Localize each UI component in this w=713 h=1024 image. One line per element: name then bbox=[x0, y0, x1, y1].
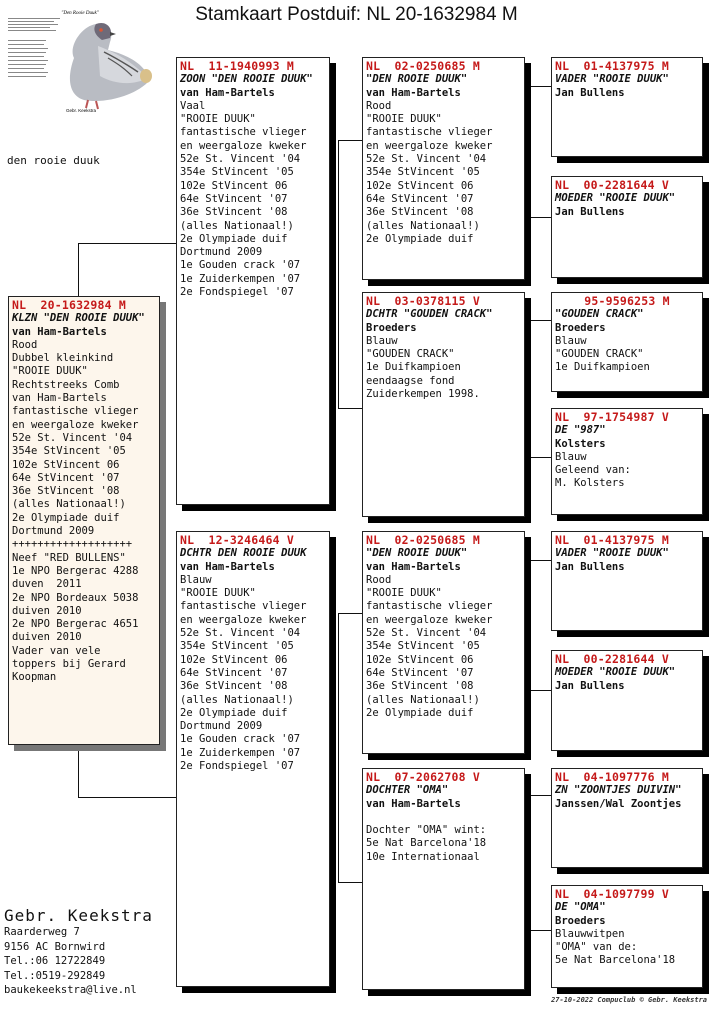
pigeon-photo bbox=[4, 6, 156, 118]
pigeon-detail-line: Blauw bbox=[555, 450, 587, 463]
pigeon-detail-line: 5e Nat Barcelona'18 bbox=[366, 837, 487, 850]
ring-number: NL 02-0250685 M bbox=[366, 533, 480, 547]
pigeon-detail-line: 52e St. Vincent '04 bbox=[366, 627, 487, 640]
ring-number: 95-9596253 M bbox=[584, 294, 670, 308]
pigeon-detail-line: 36e StVincent '08 bbox=[12, 485, 120, 498]
pigeon-detail-line: "ROOIE DUUK" bbox=[366, 113, 442, 126]
pigeon-detail-line: duven 2011 bbox=[12, 578, 82, 591]
pigeon-detail-line: "ROOIE DUUK" bbox=[366, 587, 442, 600]
pigeon-detail-line: 354e StVincent '05 bbox=[180, 166, 294, 179]
pigeon-card-mff[interactable] bbox=[551, 531, 703, 631]
pigeon-detail-line: 2e Olympiade duif bbox=[12, 511, 120, 524]
connector bbox=[338, 408, 362, 409]
pigeon-detail-line: Vaal bbox=[180, 99, 206, 112]
ring-number: NL 00-2281644 V bbox=[555, 178, 669, 192]
pigeon-detail-line: duiven 2010 bbox=[12, 631, 82, 644]
connector bbox=[530, 86, 551, 87]
connector bbox=[530, 690, 551, 691]
pigeon-name: KLZN "DEN ROOIE DUUK" bbox=[12, 312, 145, 325]
pigeon-detail-line: 2e Olympiade duif bbox=[366, 706, 474, 719]
pigeon-detail-line: en weergaloze kweker bbox=[366, 139, 493, 152]
pigeon-detail-line: Dortmund 2009 bbox=[180, 246, 263, 259]
pigeon-detail-line: Geleend van: bbox=[555, 464, 631, 477]
pigeon-detail-line: 2e NPO Bordeaux 5038 bbox=[12, 591, 139, 604]
ring-number: NL 20-1632984 M bbox=[12, 298, 126, 312]
pigeon-detail-line: Vader van vele bbox=[12, 644, 101, 657]
ring-number: NL 01-4137975 M bbox=[555, 59, 669, 73]
ring-number: NL 00-2281644 V bbox=[555, 652, 669, 666]
connector bbox=[530, 320, 551, 321]
breeder-info bbox=[4, 906, 153, 998]
pigeon-detail-line: Dortmund 2009 bbox=[12, 525, 95, 538]
pigeon-detail-line: en weergaloze kweker bbox=[180, 613, 307, 626]
pigeon-detail-line: en weergaloze kweker bbox=[12, 418, 139, 431]
connector bbox=[530, 560, 531, 690]
pigeon-detail-line: Rood bbox=[12, 338, 38, 351]
pigeon-detail-line: 52e St. Vincent '04 bbox=[180, 153, 301, 166]
ring-number: NL 02-0250685 M bbox=[366, 59, 480, 73]
pigeon-detail-line: 36e StVincent '08 bbox=[366, 206, 474, 219]
pigeon-detail-line: 52e St. Vincent '04 bbox=[12, 431, 133, 444]
pigeon-detail-line: "GOUDEN CRACK" bbox=[555, 348, 644, 361]
pigeon-card-mother[interactable] bbox=[176, 531, 330, 987]
pigeon-detail-line: Dubbel kleinkind bbox=[12, 352, 114, 365]
pigeon-detail-line: en weergaloze kweker bbox=[180, 139, 307, 152]
pigeon-detail-line: fantastische vlieger bbox=[180, 126, 307, 139]
pigeon-detail-line: (alles Nationaal!) bbox=[366, 219, 480, 232]
pigeon-detail-line: Blauw bbox=[180, 573, 212, 586]
connector bbox=[338, 613, 339, 883]
pigeon-detail-line: (alles Nationaal!) bbox=[12, 498, 126, 511]
connector bbox=[78, 243, 176, 244]
pigeon-owner: van Ham-Bartels bbox=[366, 560, 461, 573]
connector bbox=[530, 320, 531, 457]
pigeon-detail-line: Zuiderkempen 1998. bbox=[366, 388, 480, 401]
pigeon-name: MOEDER "ROOIE DUUK" bbox=[555, 192, 676, 205]
pigeon-detail-line: 52e St. Vincent '04 bbox=[180, 627, 301, 640]
pigeon-detail-line: 2e Fondspiegel '07 bbox=[180, 760, 294, 773]
pigeon-detail-line: 36e StVincent '08 bbox=[366, 680, 474, 693]
pigeon-detail-line: Koopman bbox=[12, 671, 57, 684]
ring-number: NL 04-1097799 V bbox=[555, 887, 669, 901]
photo-signature: Gebr. Keekstra bbox=[66, 108, 97, 113]
pigeon-name: "GOUDEN CRACK" bbox=[555, 308, 644, 321]
pigeon-detail-line: 52e St. Vincent '04 bbox=[366, 153, 487, 166]
pigeon-owner: van Ham-Bartels bbox=[180, 560, 275, 573]
pigeon-name: DCHTR DEN ROOIE DUUK bbox=[180, 547, 307, 560]
pigeon-detail-line: fantastische vlieger bbox=[366, 126, 493, 139]
pigeon-card-mother-mother[interactable] bbox=[362, 768, 525, 990]
pigeon-detail-line: 1e Gouden crack '07 bbox=[180, 259, 301, 272]
pigeon-detail-line: +++++++++++++++++++ bbox=[12, 538, 133, 551]
pigeon-detail-line: 102e StVincent 06 bbox=[366, 653, 474, 666]
pigeon-card-fmf[interactable] bbox=[551, 292, 703, 392]
pigeon-detail-line bbox=[366, 811, 521, 824]
pigeon-detail-line: "OMA" van de: bbox=[555, 941, 638, 954]
pigeon-detail-line: 2e Olympiade duif bbox=[180, 232, 288, 245]
pigeon-detail-line: en weergaloze kweker bbox=[366, 613, 493, 626]
photo-caption: den rooie duuk bbox=[7, 154, 100, 167]
pigeon-detail-line: "ROOIE DUUK" bbox=[180, 587, 256, 600]
breeder-phone-mobile: Tel.:06 12722849 bbox=[4, 955, 106, 967]
pigeon-detail-line: 354e StVincent '05 bbox=[12, 445, 126, 458]
pigeon-detail-line: (alles Nationaal!) bbox=[180, 219, 294, 232]
pigeon-owner: van Ham-Bartels bbox=[180, 86, 275, 99]
pigeon-detail-line: Rood bbox=[366, 99, 392, 112]
pigeon-detail-line: Blauw bbox=[555, 334, 587, 347]
pigeon-detail-line: 102e StVincent 06 bbox=[366, 179, 474, 192]
pigeon-detail-line: 354e StVincent '05 bbox=[366, 640, 480, 653]
pigeon-detail-line: 1e Zuiderkempen '07 bbox=[180, 272, 301, 285]
pigeon-name: DE "OMA" bbox=[555, 901, 606, 914]
ring-number: NL 04-1097776 M bbox=[555, 770, 669, 784]
pigeon-detail-line: 354e StVincent '05 bbox=[366, 166, 480, 179]
connector bbox=[78, 745, 79, 798]
footer-credit: 27-10-2022 Compuclub © Gebr. Keekstra bbox=[551, 996, 707, 1004]
breeder-address: Raarderweg 7 bbox=[4, 926, 80, 938]
pigeon-card-mother-father[interactable] bbox=[362, 531, 525, 754]
pigeon-detail-line: fantastische vlieger bbox=[366, 600, 493, 613]
pigeon-detail-line: 36e StVincent '08 bbox=[180, 680, 288, 693]
pigeon-detail-line: 64e StVincent '07 bbox=[366, 666, 474, 679]
ring-number: NL 03-0378115 V bbox=[366, 294, 480, 308]
pigeon-detail-line: Dochter "OMA" wint: bbox=[366, 824, 487, 837]
pigeon-card-main[interactable] bbox=[8, 296, 160, 745]
pigeon-detail-line: 1e Gouden crack '07 bbox=[180, 733, 301, 746]
connector bbox=[530, 457, 551, 458]
pigeon-detail-line: Rechtstreeks Comb bbox=[12, 378, 120, 391]
pigeon-name: DCHTR "GOUDEN CRACK" bbox=[366, 308, 493, 321]
pigeon-card-ffm[interactable] bbox=[551, 176, 703, 278]
ring-number: NL 07-2062708 V bbox=[366, 770, 480, 784]
pigeon-detail-line: Blauwwitpen bbox=[555, 927, 625, 940]
pigeon-detail-line: (alles Nationaal!) bbox=[366, 693, 480, 706]
connector bbox=[78, 797, 176, 798]
pigeon-detail-line: Neef "RED BULLENS" bbox=[12, 551, 126, 564]
pigeon-detail-line: Dortmund 2009 bbox=[180, 720, 263, 733]
pigeon-detail-line: Rood bbox=[366, 573, 392, 586]
pigeon-detail-line: duiven 2010 bbox=[12, 604, 82, 617]
pigeon-owner: Jan Bullens bbox=[555, 205, 625, 218]
pigeon-name: ZOON "DEN ROOIE DUUK" bbox=[180, 73, 313, 86]
ring-number: NL 12-3246464 V bbox=[180, 533, 294, 547]
pigeon-detail-line: 2e Olympiade duif bbox=[366, 232, 474, 245]
pigeon-detail-line: "GOUDEN CRACK" bbox=[366, 348, 455, 361]
pigeon-owner: Broeders bbox=[555, 321, 606, 334]
pigeon-name: "DEN ROOIE DUUK" bbox=[366, 547, 468, 560]
pigeon-detail-line: "ROOIE DUUK" bbox=[12, 365, 88, 378]
pigeon-detail-line: 354e StVincent '05 bbox=[180, 640, 294, 653]
pigeon-card-fff[interactable] bbox=[551, 57, 703, 157]
ring-number: NL 11-1940993 M bbox=[180, 59, 294, 73]
connector bbox=[338, 613, 362, 614]
pigeon-card-mfm[interactable] bbox=[551, 650, 703, 751]
pigeon-detail-line: 64e StVincent '07 bbox=[12, 471, 120, 484]
pigeon-detail-line: 5e Nat Barcelona'18 bbox=[555, 954, 676, 967]
pigeon-detail-line: 1e Zuiderkempen '07 bbox=[180, 746, 301, 759]
pigeon-detail-line: 36e StVincent '08 bbox=[180, 206, 288, 219]
pigeon-detail-line: 64e StVincent '07 bbox=[366, 192, 474, 205]
pigeon-detail-line: 2e Olympiade duif bbox=[180, 706, 288, 719]
pigeon-detail-line: 102e StVincent 06 bbox=[180, 179, 288, 192]
pigeon-card-fmm[interactable] bbox=[551, 408, 703, 515]
pigeon-detail-line: 102e StVincent 06 bbox=[180, 653, 288, 666]
page-title: Stamkaart Postduif: NL 20-1632984 M bbox=[195, 4, 518, 25]
pigeon-card-father-father[interactable] bbox=[362, 57, 525, 280]
pigeon-detail-line: eendaagse fond bbox=[366, 374, 455, 387]
pigeon-detail-line: toppers bij Gerard bbox=[12, 658, 126, 671]
pigeon-owner: Jan Bullens bbox=[555, 679, 625, 692]
pigeon-name: VADER "ROOIE DUUK" bbox=[555, 73, 669, 86]
ring-number: NL 01-4137975 M bbox=[555, 533, 669, 547]
pigeon-name: MOEDER "ROOIE DUUK" bbox=[555, 666, 676, 679]
pigeon-detail-line: 2e Fondspiegel '07 bbox=[180, 286, 294, 299]
pigeon-detail-line: 1e Duifkampioen bbox=[555, 361, 650, 374]
pigeon-detail-line: (alles Nationaal!) bbox=[180, 693, 294, 706]
breeder-postcode: 9156 AC Bornwird bbox=[4, 940, 106, 953]
pigeon-detail-line: M. Kolsters bbox=[555, 477, 625, 490]
pigeon-name: DOCHTER "OMA" bbox=[366, 784, 449, 797]
connector bbox=[530, 217, 551, 218]
pigeon-owner: van Ham-Bartels bbox=[12, 325, 107, 338]
pigeon-owner: van Ham-Bartels bbox=[366, 86, 461, 99]
connector bbox=[530, 930, 551, 931]
connector bbox=[338, 140, 339, 408]
pigeon-name: "DEN ROOIE DUUK" bbox=[366, 73, 468, 86]
pigeon-detail-line: Blauw bbox=[366, 334, 398, 347]
pigeon-detail-line: 64e StVincent '07 bbox=[180, 192, 288, 205]
pigeon-detail-line: 64e StVincent '07 bbox=[180, 666, 288, 679]
pigeon-owner: Janssen/Wal Zoontjes bbox=[555, 797, 682, 810]
ring-number: NL 97-1754987 V bbox=[555, 410, 669, 424]
pigeon-name: VADER "ROOIE DUUK" bbox=[555, 547, 669, 560]
pigeon-owner: Broeders bbox=[366, 321, 417, 334]
pigeon-detail-line: 2e NPO Bergerac 4651 bbox=[12, 618, 139, 631]
breeder-name: Gebr. Keekstra bbox=[4, 906, 153, 925]
pigeon-card-mmm[interactable] bbox=[551, 885, 703, 988]
pigeon-detail-line: fantastische vlieger bbox=[180, 600, 307, 613]
pigeon-card-father[interactable] bbox=[176, 57, 330, 505]
pigeon-detail-line: 102e StVincent 06 bbox=[12, 458, 120, 471]
breeder-phone: Tel.:0519-292849 bbox=[4, 969, 106, 982]
pigeon-detail-line: 10e Internationaal bbox=[366, 850, 480, 863]
connector bbox=[338, 140, 362, 141]
pigeon-name: DE "987" bbox=[555, 424, 606, 437]
pigeon-owner: Jan Bullens bbox=[555, 86, 625, 99]
connector bbox=[530, 86, 531, 217]
pigeon-owner: Broeders bbox=[555, 914, 606, 927]
pigeon-owner: Jan Bullens bbox=[555, 560, 625, 573]
photo-heading: "Den Rooie Duuk" bbox=[61, 11, 99, 16]
pigeon-owner: van Ham-Bartels bbox=[366, 797, 461, 810]
pigeon-name: ZN "ZOONTJES DUIVIN" bbox=[555, 784, 682, 797]
pigeon-detail-line: van Ham-Bartels bbox=[12, 392, 107, 405]
connector bbox=[78, 243, 79, 297]
connector bbox=[338, 882, 362, 883]
connector bbox=[530, 795, 551, 796]
connector bbox=[530, 795, 531, 930]
pigeon-detail-line: "ROOIE DUUK" bbox=[180, 113, 256, 126]
pigeon-image bbox=[4, 6, 156, 118]
pigeon-card-father-mother[interactable] bbox=[362, 292, 525, 517]
pigeon-card-mmf[interactable] bbox=[551, 768, 703, 868]
connector bbox=[530, 560, 551, 561]
breeder-email[interactable]: baukekeekstra@live.nl bbox=[4, 984, 137, 996]
pigeon-detail-line: 1e NPO Bergerac 4288 bbox=[12, 564, 139, 577]
pigeon-detail-line: 1e Duifkampioen bbox=[366, 361, 461, 374]
pigeon-owner: Kolsters bbox=[555, 437, 606, 450]
pigeon-detail-line: fantastische vlieger bbox=[12, 405, 139, 418]
